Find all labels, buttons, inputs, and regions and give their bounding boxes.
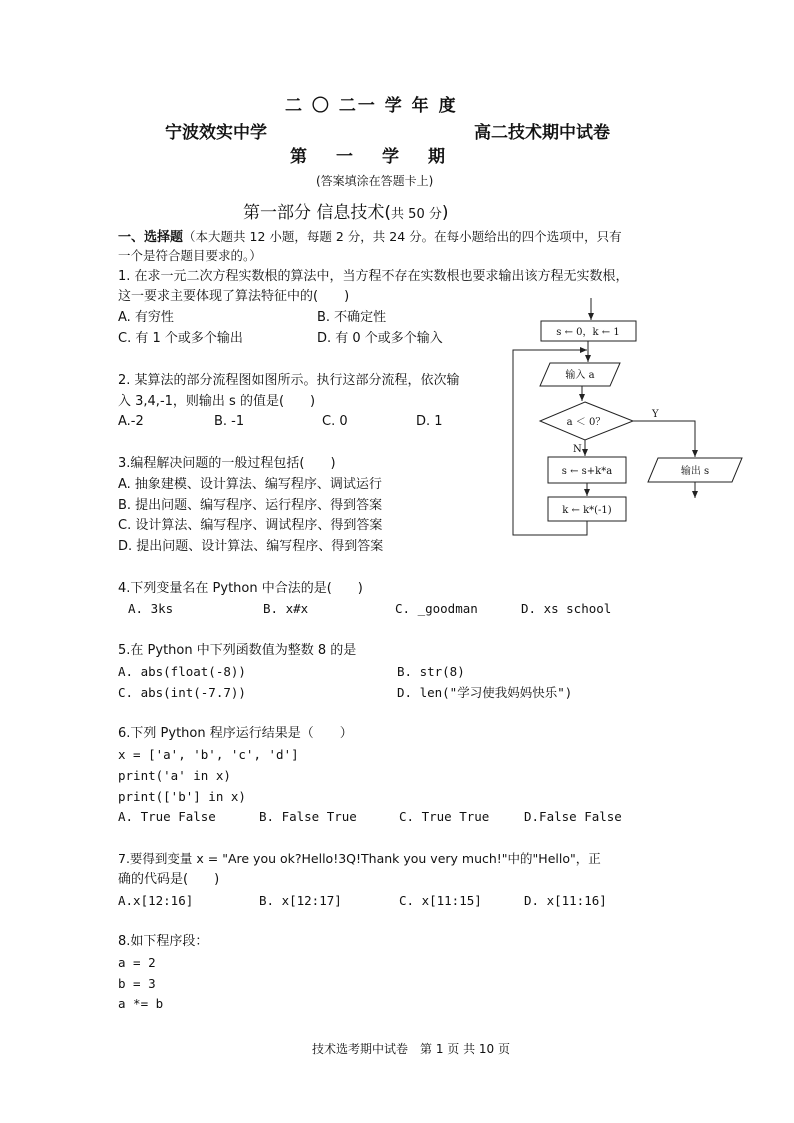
- q3-option-c: C. 设计算法、编写程序、调试程序、得到答案: [118, 518, 383, 533]
- q7-option-b: B. x[12:17]: [259, 893, 342, 908]
- q6-option-b: B. False True: [259, 809, 357, 824]
- q1-option-d: D. 有 0 个或多个输入: [317, 331, 443, 346]
- q1-option-a: A. 有穷性: [118, 310, 174, 325]
- q7-option-c: C. x[11:15]: [399, 893, 482, 908]
- flow-update-k-label: k ← k*(-1): [562, 505, 612, 516]
- q1-stem-line-2: 这一要求主要体现了算法特征中的( ): [118, 289, 350, 304]
- q2-option-b: B. -1: [214, 414, 245, 429]
- flow-yes-label: Y: [652, 409, 659, 420]
- q1-option-b: B. 不确定性: [317, 310, 387, 325]
- q4-stem: 4.下列变量名在 Python 中合法的是( ): [118, 581, 363, 596]
- q5-stem: 5.在 Python 中下列函数值为整数 8 的是: [118, 643, 357, 658]
- q7-option-a: A.x[12:16]: [118, 893, 194, 908]
- answer-note: (答案填涂在答题卡上): [316, 174, 434, 188]
- q3-stem: 3.编程解决问题的一般过程包括( ): [118, 456, 336, 471]
- exam-title: 高二技术期中试卷: [474, 123, 610, 143]
- q6-option-c: C. True True: [399, 809, 490, 824]
- q3-option-b: B. 提出问题、编写程序、运行程序、得到答案: [118, 498, 383, 513]
- q4-option-c: C. _goodman: [395, 601, 478, 616]
- q2-option-d: D. 1: [416, 414, 443, 429]
- q2-stem-line-2: 入 3,4,-1，则输出 s 的值是( ): [118, 394, 316, 409]
- section-desc-1: （本大题共 12 小题，每题 2 分，共 24 分。在每小题给出的四个选项中，只有: [183, 229, 622, 244]
- page-footer: 技术选考期中试卷 第 1 页 共 10 页: [312, 1042, 510, 1056]
- q6-code-line-1: x = ['a', 'b', 'c', 'd']: [118, 747, 299, 762]
- q6-option-a: A. True False: [118, 809, 216, 824]
- q8-code-line-2: b = 3: [118, 976, 156, 991]
- q3-option-a: A. 抽象建模、设计算法、编写程序、调试运行: [118, 477, 382, 492]
- flow-condition-label: a ＜ 0？: [566, 417, 606, 428]
- section-heading: 一、选择题: [118, 230, 184, 245]
- school-name: 宁波效实中学: [165, 123, 267, 143]
- q8-code-line-1: a = 2: [118, 955, 156, 970]
- q6-option-d: D.False False: [524, 809, 622, 824]
- q7-stem-line-2: 确的代码是( ): [118, 872, 220, 887]
- q5-option-c: C. abs(int(-7.7)): [118, 685, 246, 700]
- q6-stem: 6.下列 Python 程序运行结果是（ ）: [118, 726, 353, 741]
- section-intro: [118, 228, 622, 247]
- flow-no-label: N: [573, 444, 582, 455]
- q2-option-a: A.-2: [118, 414, 144, 429]
- part-title: [243, 202, 449, 226]
- q4-option-b: B. x#x: [263, 601, 309, 616]
- flow-init-label: s ← 0，k ← 1: [556, 327, 620, 338]
- flow-yes-branch: [633, 421, 695, 457]
- q6-code-line-3: print(['b'] in x): [118, 789, 246, 804]
- q4-option-d: D. xs school: [521, 601, 612, 616]
- q5-option-a: A. abs(float(-8)): [118, 664, 246, 679]
- term: 第 一 学 期: [290, 147, 451, 167]
- q1-option-c: C. 有 1 个或多个输出: [118, 331, 243, 346]
- q8-code-line-3: a *= b: [118, 996, 164, 1011]
- q3-option-d: D. 提出问题、设计算法、编写程序、得到答案: [118, 539, 384, 554]
- q8-stem: 8.如下程序段：: [118, 934, 209, 949]
- flow-output-label: 输出 s: [680, 466, 710, 477]
- q6-code-line-2: print('a' in x): [118, 768, 231, 783]
- q2-option-c: C. 0: [322, 414, 348, 429]
- section-desc-2: 一个是符合题目要求的。）: [118, 248, 262, 263]
- part-title-text: 第一部分 信息技术(: [243, 203, 392, 223]
- q5-option-d: D. len("学习使我妈妈快乐"): [397, 685, 573, 700]
- q7-stem-line-1: 7.要得到变量 x = "Are you ok?Hello!3Q!Thank you very much!"中的"Hello"，正: [118, 851, 601, 866]
- q1-stem-line-1: 1. 在求一元二次方程实数根的算法中，当方程不存在实数根也要求输出该方程无实数根，: [118, 269, 629, 284]
- school-year: 二 〇 二一 学 年 度: [285, 96, 458, 116]
- flow-update-s-label: s ← s+k*a: [561, 466, 613, 477]
- q7-option-d: D. x[11:16]: [524, 893, 607, 908]
- q2-stem-line-1: 2. 某算法的部分流程图如图所示。执行这部分流程，依次输: [118, 373, 460, 388]
- flow-input-label: 输入 a: [565, 370, 595, 381]
- part-score: 共 50 分: [391, 207, 442, 222]
- q4-option-a: A. 3ks: [128, 601, 174, 616]
- q5-option-b: B. str(8): [397, 664, 465, 679]
- flowchart: [500, 290, 750, 545]
- part-title-close: ): [441, 203, 449, 223]
